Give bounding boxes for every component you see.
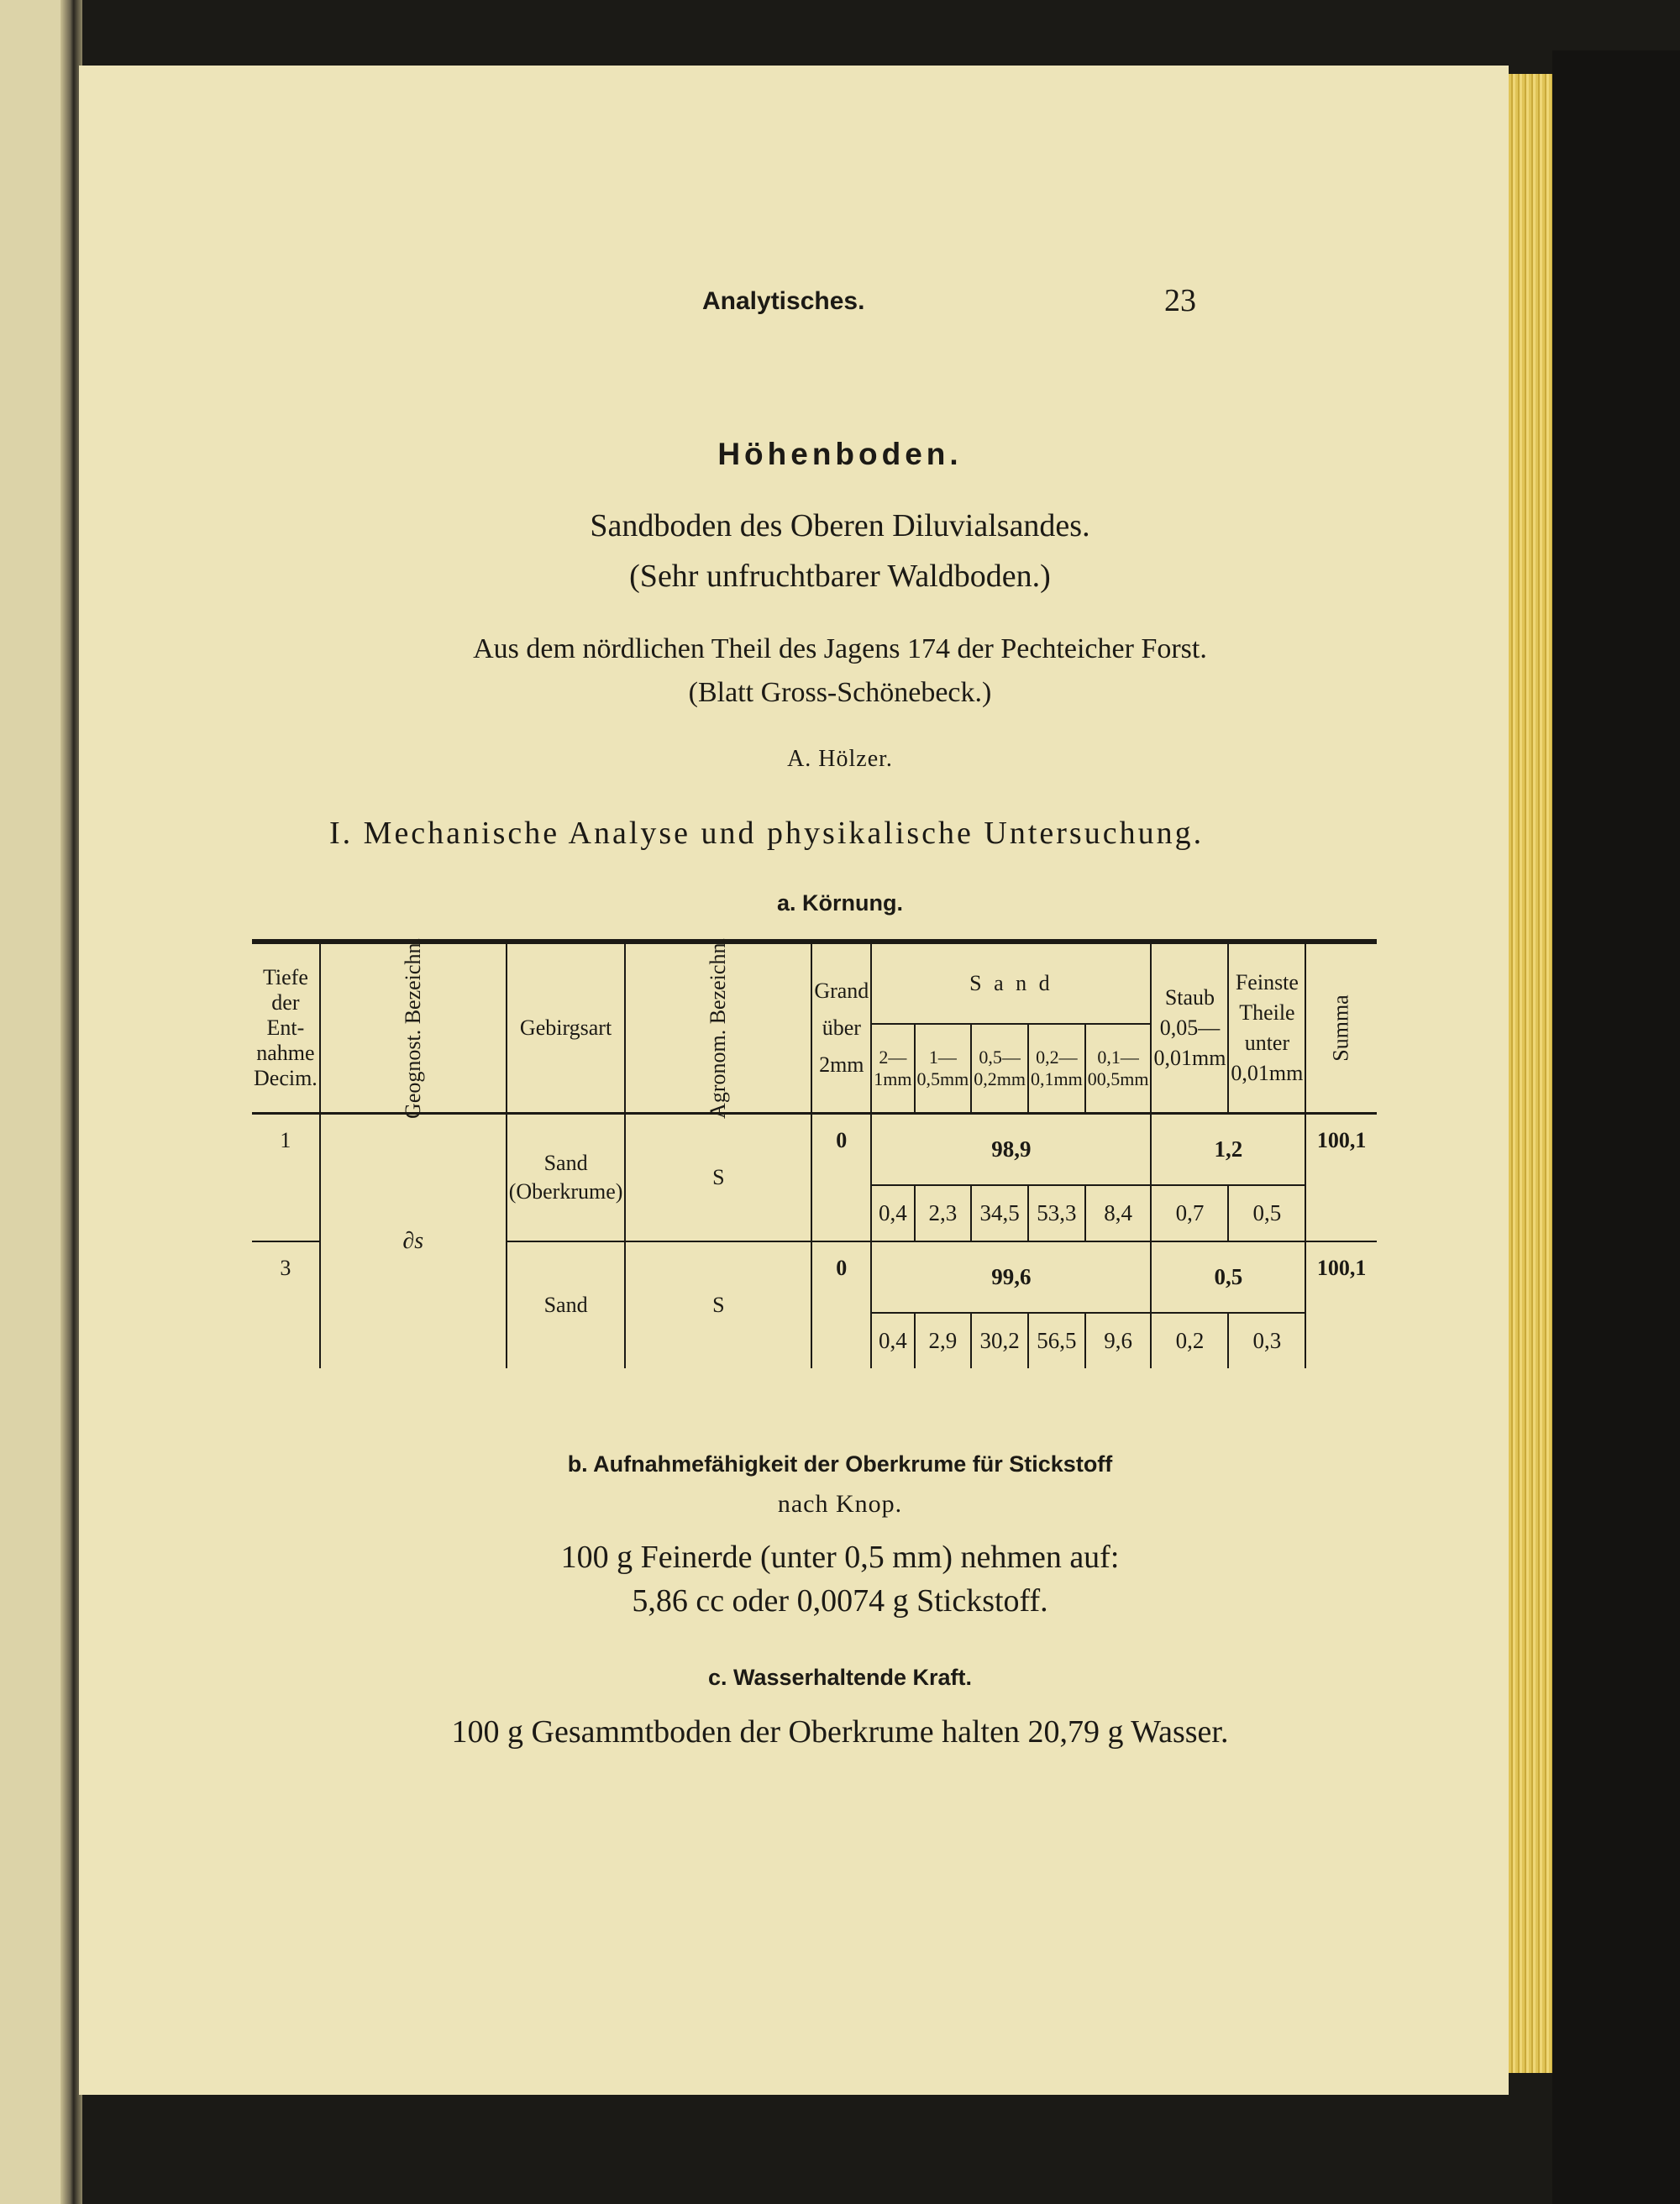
row2-agronom: S [625, 1241, 811, 1368]
col-grand-header [811, 942, 871, 1114]
col-geognost-header [320, 937, 507, 1119]
depth-h5: Decim. [254, 1066, 318, 1090]
row1-sand-total: 98,9 [871, 1114, 1151, 1186]
col-sand-header: S a n d [871, 942, 1151, 1024]
col-gebirgsart-header: Gebirgsart [507, 942, 626, 1114]
sand-sub-2: 1— 0,5mm [915, 1024, 972, 1114]
depth-h4: nahme [256, 1041, 315, 1065]
depth-h2: der [271, 990, 300, 1015]
book-cover-edge [1552, 50, 1680, 2204]
knop-line: nach Knop. [777, 1490, 903, 1518]
col-agronom-header [625, 937, 811, 1119]
row2-depth: 3 [252, 1241, 320, 1368]
row1-sand-1: 0,4 [871, 1185, 914, 1241]
feinste-h3: unter [1244, 1031, 1290, 1055]
subsection-b: b. Aufnahmefähigkeit der Oberkrume für Stickstoff [567, 1451, 1113, 1477]
geognost-cell: ∂s [320, 1114, 507, 1369]
row1-grand: 0 [811, 1114, 871, 1242]
row1-sand-2: 2,3 [915, 1185, 972, 1241]
row2-sand-3: 30,2 [971, 1313, 1028, 1368]
row1-sand-4: 53,3 [1028, 1185, 1085, 1241]
sand-sub-3: 0,5— 0,2mm [971, 1024, 1028, 1114]
nitrogen-line-2: 5,86 cc oder 0,0074 g Stickstoff. [632, 1583, 1048, 1619]
page-title: Höhenboden. [717, 437, 963, 471]
row2-feinste: 0,3 [1228, 1313, 1305, 1368]
row1-gebirgsart-label: Sand [543, 1151, 588, 1175]
sand-sub-5: 0,1— 00,5mm [1085, 1024, 1152, 1114]
row2-sand-1: 0,4 [871, 1313, 914, 1368]
row2-summa: 100,1 [1305, 1241, 1376, 1368]
subtitle: Sandboden des Oberen Diluvialsandes. [590, 508, 1090, 543]
table-header-row [252, 942, 1377, 1024]
table-row [252, 1114, 1377, 1186]
sheet-line: (Blatt Gross-Schönebeck.) [688, 677, 992, 708]
staub-h2: 0,05— [1159, 1015, 1221, 1040]
feinste-h2: Theile [1239, 1000, 1295, 1025]
sand-sub-1: 2— 1mm [871, 1024, 914, 1114]
row1-gebirgsart-note: (Oberkrume) [508, 1179, 623, 1204]
col-staub-header [1151, 942, 1228, 1114]
row2-grand: 0 [811, 1241, 871, 1368]
col-feinste-header [1228, 942, 1305, 1114]
sand-sub-4: 0,2— 0,1mm [1028, 1024, 1085, 1114]
grand-h2: über [822, 1015, 861, 1040]
subsection-a: a. Körnung. [777, 890, 903, 916]
row1-sand-5: 8,4 [1085, 1185, 1152, 1241]
nitrogen-line-1: 100 g Feinerde (unter 0,5 mm) nehmen auf: [560, 1540, 1120, 1575]
location-line: Aus dem nördlichen Theil des Jagens 174 der Pechteicher Forst. [473, 633, 1207, 664]
row1-agronom: S [625, 1114, 811, 1242]
section-heading: I. Mechanische Analyse und physikalische Untersuchung. [329, 816, 1205, 851]
row1-feinste: 0,5 [1228, 1185, 1305, 1241]
koernung-table [252, 939, 1377, 1368]
geognost-label: Geognost. Bezeichn. [400, 937, 425, 1119]
staub-h1: Staub [1164, 985, 1215, 1010]
col-summa-header [1305, 942, 1376, 1114]
row1-gebirgsart [507, 1114, 626, 1242]
row1-depth: 1 [280, 1128, 291, 1152]
row1-staub: 0,7 [1151, 1185, 1228, 1241]
row2-sand-5: 9,6 [1085, 1313, 1152, 1368]
row1-fine-total: 1,2 [1151, 1114, 1305, 1186]
agronom-label: Agronom. Bezeichn. [706, 937, 731, 1119]
summa-label: Summa [1329, 994, 1354, 1062]
row2-sand-4: 56,5 [1028, 1313, 1085, 1368]
row2-gebirgsart: Sand [507, 1241, 626, 1368]
page-edges [1509, 74, 1552, 2073]
running-title: Analytisches. [702, 287, 865, 315]
staub-h3: 0,01mm [1153, 1046, 1226, 1070]
feinste-h1: Feinste [1235, 970, 1299, 994]
row2-fine-total: 0,5 [1151, 1241, 1305, 1313]
row2-sand-total: 99,6 [871, 1241, 1151, 1313]
grand-h3: 2mm [819, 1052, 864, 1077]
subsection-c: c. Wasserhaltende Kraft. [707, 1665, 973, 1690]
grand-h1: Grand [814, 979, 869, 1003]
row1-summa: 100,1 [1305, 1114, 1376, 1242]
feinste-h4: 0,01mm [1231, 1061, 1304, 1085]
row2-sand-2: 2,9 [915, 1313, 972, 1368]
water-line: 100 g Gesammtboden der Oberkrume halten 20,79 g Wasser. [451, 1714, 1229, 1750]
row1-sand-3: 34,5 [971, 1185, 1028, 1241]
depth-h3: Ent- [266, 1015, 305, 1040]
row2-staub: 0,2 [1151, 1313, 1228, 1368]
subtitle-note: (Sehr unfruchtbarer Waldboden.) [629, 559, 1051, 594]
depth-h1: Tiefe [262, 965, 308, 989]
page-number: 23 [1164, 283, 1196, 318]
col-depth-header [252, 942, 320, 1114]
author-line: A. Hölzer. [787, 746, 893, 772]
